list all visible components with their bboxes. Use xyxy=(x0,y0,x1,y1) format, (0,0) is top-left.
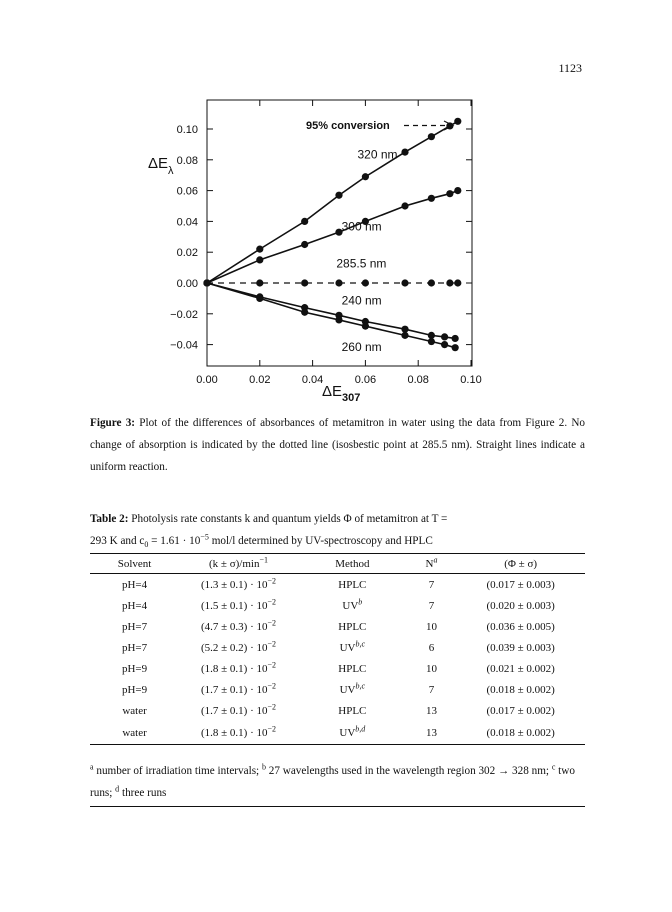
method-cell: UV$^{b,c}$ xyxy=(339,638,366,654)
header-k: $(k \pm \sigma)/\min^{-1}$ xyxy=(179,554,298,574)
solvent-cell: pH=7 xyxy=(121,641,148,654)
k-cell: $(4.7 \pm 0.3) \cdot 10^{-2}$ xyxy=(200,617,277,633)
y-tick-label: 0.06 xyxy=(176,185,198,198)
n-cell: 7 xyxy=(428,599,435,612)
x-tick-label: 0.10 xyxy=(460,374,482,386)
table-row xyxy=(90,658,585,679)
data-point-300-nm xyxy=(428,195,435,202)
phi-cell: (0.036 ± 0.005) xyxy=(486,620,555,633)
data-point-260-nm xyxy=(441,341,448,348)
data-point-285-5-nm xyxy=(401,279,408,286)
table-caption-label: Table 2: xyxy=(90,513,129,525)
table-row xyxy=(90,616,585,637)
data-point-300-nm xyxy=(401,202,408,209)
x-tick-label: 0.00 xyxy=(196,374,218,386)
data-point-320-nm xyxy=(256,246,263,253)
data-point-260-nm xyxy=(452,344,459,351)
series-label: 320 nm xyxy=(357,147,398,162)
data-point-260-nm xyxy=(203,279,210,286)
series-label: 285.5 nm xyxy=(336,256,387,271)
header-n: $N^a$ xyxy=(407,554,457,574)
k-cell: $(1.8 \pm 0.1) \cdot 10^{-2}$ xyxy=(200,659,277,675)
y-tick-label: 0.02 xyxy=(176,247,198,260)
data-point-285-5-nm xyxy=(454,279,461,286)
x-tick-label: 0.02 xyxy=(249,374,271,386)
phi-cell: (0.017 ± 0.003) xyxy=(486,578,555,591)
table-row xyxy=(90,574,585,596)
data-point-320-nm xyxy=(301,218,308,225)
table-row xyxy=(90,679,585,700)
data-point-300-nm xyxy=(256,256,263,263)
x-tick-label: 0.06 xyxy=(354,374,377,386)
series-label: 260 nm xyxy=(341,339,382,354)
n-cell: 13 xyxy=(407,721,457,745)
solvent-cell: pH=9 xyxy=(121,683,148,696)
x-tick-label: 0.04 xyxy=(301,374,324,386)
solvent-cell: pH=4 xyxy=(121,578,148,591)
n-cell: 13 xyxy=(426,704,438,717)
x-axis-title: $\Delta E_{307}$ xyxy=(322,383,361,404)
method-cell: $UV^b$ xyxy=(342,596,363,612)
table-caption: Table 2: Photolysis rate constants k and quantum yields Φ of metamitron at T = 293 K and $c_0 = 1.61 \cdot 10^{-5}$ mol/l determined by UV-spectroscopy and HPLC xyxy=(90,513,448,550)
data-point-320-nm xyxy=(335,192,342,199)
y-tick-label: −0.04 xyxy=(170,339,198,352)
n-cell: 7 xyxy=(428,578,435,591)
solvent-cell: pH=9 xyxy=(121,662,148,675)
data-point-260-nm xyxy=(301,309,308,316)
rate-constants-table xyxy=(90,553,585,745)
data-point-320-nm xyxy=(401,149,408,156)
figure-caption-text: Plot of the differences of absorbances of metamitron in water using the data from Figure 2. No change of absorption is indicated by the dotted line (isosbestic point at 285.5 nm). Straight lines indicate a uniform reaction. xyxy=(90,417,586,473)
data-point-240-nm xyxy=(428,332,435,339)
figure-caption xyxy=(90,412,585,478)
data-point-300-nm xyxy=(446,190,453,197)
data-point-285-5-nm xyxy=(362,279,369,286)
data-point-240-nm xyxy=(452,335,459,342)
n-cell: 10 xyxy=(426,662,438,675)
data-point-285-5-nm xyxy=(335,279,342,286)
method-cell: UV$^{b,d}$ xyxy=(298,721,407,745)
solvent-cell: pH=7 xyxy=(121,620,148,633)
y-tick-label: 0.04 xyxy=(176,216,198,229)
table-row xyxy=(90,595,585,616)
data-point-285-5-nm xyxy=(301,279,308,286)
data-point-285-5-nm xyxy=(446,279,453,286)
k-cell: $(1.7 \pm 0.1) \cdot 10^{-2}$ xyxy=(200,701,277,717)
method-cell: HPLC xyxy=(338,704,367,717)
method-cell: HPLC xyxy=(338,620,367,633)
data-point-285-5-nm xyxy=(428,279,435,286)
method-cell: HPLC xyxy=(338,578,367,591)
data-point-260-nm xyxy=(335,316,342,323)
table-row xyxy=(90,700,585,721)
data-point-320-nm xyxy=(428,133,435,140)
phi-cell: (0.018 ± 0.002) xyxy=(456,721,585,745)
conversion-annotation: 95% conversion xyxy=(306,120,390,132)
solvent-cell: water xyxy=(90,721,179,745)
series-label: 240 nm xyxy=(341,293,382,308)
k-cell: $(1.5 \pm 0.1) \cdot 10^{-2}$ xyxy=(200,596,277,612)
page-number: 1123 xyxy=(558,61,582,75)
phi-cell: (0.018 ± 0.002) xyxy=(486,683,555,696)
data-point-300-nm xyxy=(301,241,308,248)
data-point-320-nm xyxy=(454,118,461,125)
data-point-260-nm xyxy=(256,295,263,302)
table-row xyxy=(90,637,585,658)
data-point-300-nm xyxy=(454,187,461,194)
y-tick-label: 0.10 xyxy=(176,124,198,136)
phi-cell: (0.017 ± 0.002) xyxy=(486,704,555,717)
conversion-arrow xyxy=(404,121,453,130)
n-cell: 6 xyxy=(428,641,435,654)
method-cell: HPLC xyxy=(338,662,367,675)
series-label: 300 nm xyxy=(341,219,382,234)
table-footnote: $^a$ number of irradiation time intervals; $^b$ 27 wavelengths used in the wavelength region 302 → 328 nm; $^c$ two runs; $^d$ three runs xyxy=(90,760,585,807)
table-header-row xyxy=(90,554,585,574)
n-cell: 10 xyxy=(426,620,438,633)
figure-caption-label: Figure 3: xyxy=(90,417,136,429)
header-phi: (Φ ± σ) xyxy=(456,554,585,574)
solvent-cell: water xyxy=(122,704,147,717)
y-tick-label: 0.08 xyxy=(176,154,198,167)
k-cell: $(1.7 \pm 0.1) \cdot 10^{-2}$ xyxy=(200,680,277,696)
series-line-240-nm xyxy=(207,283,455,338)
k-cell: $(1.3 \pm 0.1) \cdot 10^{-2}$ xyxy=(200,575,277,591)
k-cell: $(1.8 \pm 0.1) \cdot 10^{-2}$ xyxy=(179,721,298,745)
data-point-260-nm xyxy=(401,332,408,339)
y-tick-label: −0.02 xyxy=(170,308,198,321)
header-solvent: Solvent xyxy=(90,554,179,574)
data-point-285-5-nm xyxy=(256,279,263,286)
method-cell: UV$^{b,c}$ xyxy=(339,680,366,696)
data-point-260-nm xyxy=(428,338,435,345)
data-point-240-nm xyxy=(441,333,448,340)
phi-cell: (0.020 ± 0.003) xyxy=(486,599,555,612)
table-row xyxy=(90,721,585,745)
absorbance-difference-chart xyxy=(0,0,672,412)
y-axis-title: $\Delta E_\lambda$ xyxy=(148,155,174,177)
header-method: Method xyxy=(298,554,407,574)
k-cell: $(5.2 \pm 0.2) \cdot 10^{-2}$ xyxy=(200,638,277,654)
data-point-320-nm xyxy=(362,173,369,180)
phi-cell: (0.021 ± 0.002) xyxy=(486,662,555,675)
solvent-cell: pH=4 xyxy=(121,599,148,612)
data-point-260-nm xyxy=(362,323,369,330)
data-point-240-nm xyxy=(401,326,408,333)
x-tick-label: 0.08 xyxy=(407,374,429,386)
y-tick-label: 0.00 xyxy=(176,278,198,290)
phi-cell: (0.039 ± 0.003) xyxy=(486,641,555,654)
series-line-300-nm xyxy=(207,191,458,283)
n-cell: 7 xyxy=(428,683,435,696)
